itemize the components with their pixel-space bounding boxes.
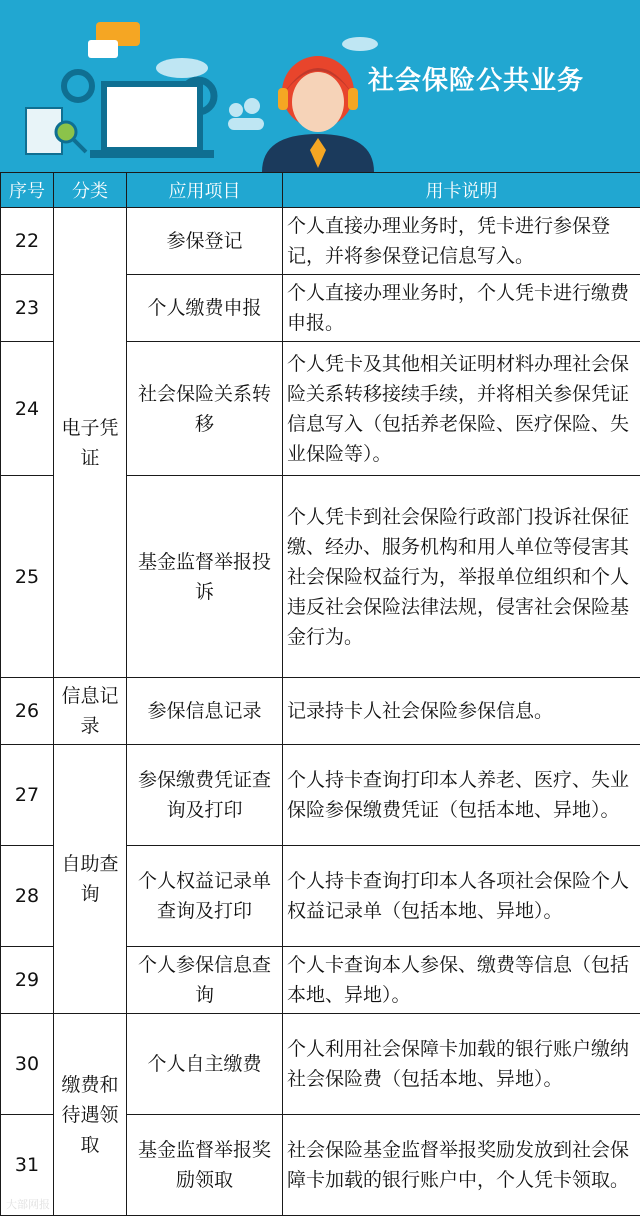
row-description: 个人卡查询本人参保、缴费等信息（包括本地、异地）。	[283, 947, 640, 1014]
row-description: 个人凭卡到社会保险行政部门投诉社保征缴、经办、服务机构和用人单位等侵害其社会保险权益行为，举报单位组织和个人违反社会保险法律法规，侵害社会保险基金行为。	[283, 476, 640, 678]
table-row	[1, 1014, 640, 1115]
row-item: 个人自主缴费	[127, 1014, 283, 1115]
row-number: 28	[1, 846, 54, 947]
row-number: 24	[1, 342, 54, 476]
table-row	[1, 208, 640, 275]
business-table	[0, 172, 640, 1216]
row-description: 个人持卡查询打印本人养老、医疗、失业保险参保缴费凭证（包括本地、异地）。	[283, 745, 640, 846]
row-number: 25	[1, 476, 54, 678]
speech-bubble-icon	[88, 40, 118, 58]
magnifier-icon	[56, 122, 76, 142]
cloud-icon	[156, 58, 208, 78]
row-number: 22	[1, 208, 54, 275]
header-category: 分类	[54, 173, 127, 208]
row-description: 个人凭卡及其他相关证明材料办理社会保险关系转移接续手续，并将相关参保凭证信息写入（包括养老保险、医疗保险、失业保险等）。	[283, 342, 640, 476]
row-item: 参保缴费凭证查询及打印	[127, 745, 283, 846]
row-number: 26	[1, 678, 54, 745]
people-icon	[229, 103, 243, 117]
row-item: 社会保险关系转移	[127, 342, 283, 476]
cloud-icon	[342, 37, 378, 51]
row-description: 社会保险基金监督举报奖励发放到社会保障卡加载的银行账户中，个人凭卡领取。	[283, 1115, 640, 1216]
banner-title: 社会保险公共业务	[368, 66, 585, 96]
row-number: 31	[1, 1115, 54, 1216]
header-item: 应用项目	[127, 173, 283, 208]
banner	[0, 0, 640, 172]
header-number: 序号	[1, 173, 54, 208]
table-header-row	[1, 173, 640, 208]
row-description: 个人直接办理业务时，个人凭卡进行缴费申报。	[283, 275, 640, 342]
row-number: 27	[1, 745, 54, 846]
row-item: 参保信息记录	[127, 678, 283, 745]
table-row	[1, 745, 640, 846]
category-cell: 自助查询	[54, 745, 127, 1014]
row-number: 23	[1, 275, 54, 342]
row-number: 29	[1, 947, 54, 1014]
row-description: 记录持卡人社会保险参保信息。	[283, 678, 640, 745]
row-description: 个人利用社会保障卡加载的银行账户缴纳社会保险费（包括本地、异地）。	[283, 1014, 640, 1115]
row-description: 个人直接办理业务时，凭卡进行参保登记，并将参保登记信息写入。	[283, 208, 640, 275]
row-item: 参保登记	[127, 208, 283, 275]
monitor-icon	[104, 84, 200, 150]
gear-icon	[64, 72, 92, 100]
row-item: 个人权益记录单查询及打印	[127, 846, 283, 947]
row-number: 30	[1, 1014, 54, 1115]
row-item: 基金监督举报奖励领取	[127, 1115, 283, 1216]
header-description: 用卡说明	[283, 173, 640, 208]
row-item: 个人缴费申报	[127, 275, 283, 342]
category-cell: 信息记录	[54, 678, 127, 745]
row-item: 个人参保信息查询	[127, 947, 283, 1014]
row-description: 个人持卡查询打印本人各项社会保险个人权益记录单（包括本地、异地）。	[283, 846, 640, 947]
table-row	[1, 678, 640, 745]
row-item: 基金监督举报投诉	[127, 476, 283, 678]
category-cell: 缴费和待遇领取	[54, 1014, 127, 1216]
category-cell: 电子凭证	[54, 208, 127, 678]
watermark: 大部网报	[6, 1198, 50, 1211]
